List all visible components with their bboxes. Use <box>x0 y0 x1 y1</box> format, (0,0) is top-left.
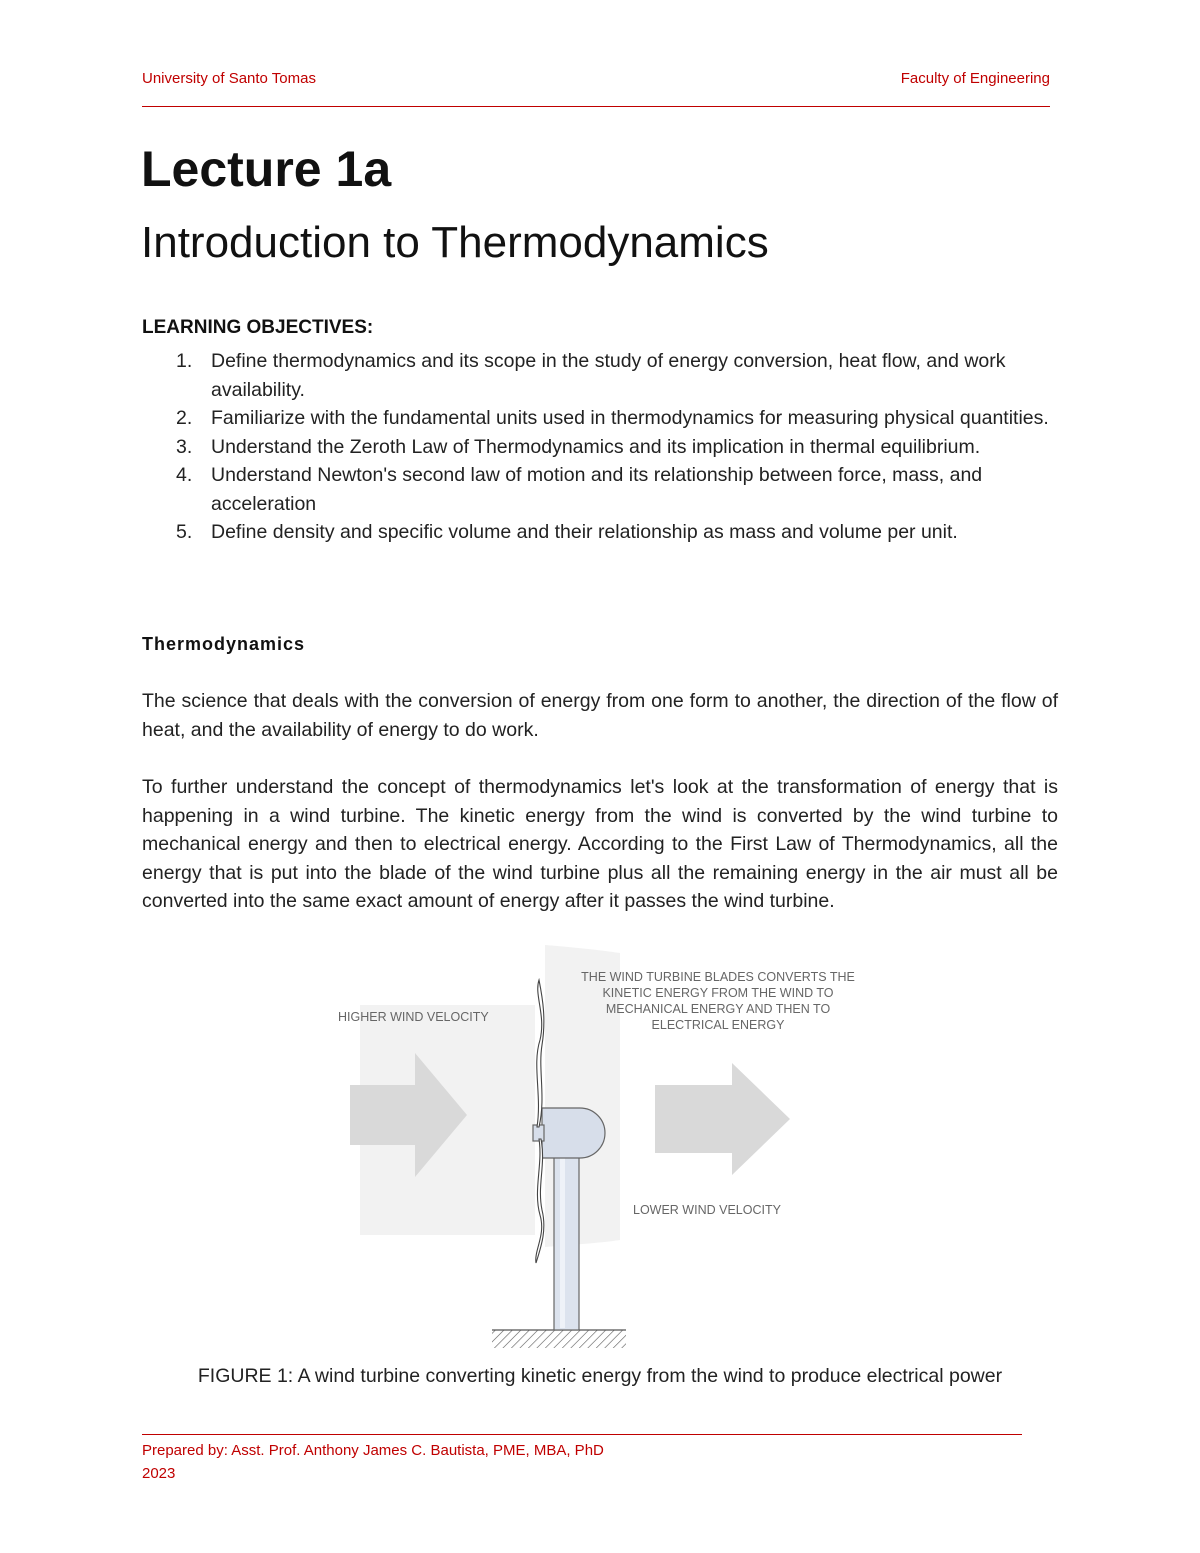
section-title: Thermodynamics <box>142 634 306 654</box>
objective-item <box>176 404 1056 433</box>
objective-text: Define density and specific volume and their relationship as mass and volume per unit. <box>211 521 958 543</box>
blades-annotation-line: THE WIND TURBINE BLADES CONVERTS THE <box>581 970 855 984</box>
blades-annotation-line: MECHANICAL ENERGY AND THEN TO <box>605 1002 831 1016</box>
wind-turbine-figure <box>320 945 900 1355</box>
page-title: Lecture 1a <box>141 141 392 197</box>
objective-text: Understand the Zeroth Law of Thermodynamics and its implication in thermal equilibrium. <box>211 435 981 458</box>
header-institution: University of Santo Tomas <box>142 70 316 87</box>
objective-item <box>176 433 1056 462</box>
objective-item <box>176 518 1056 547</box>
objectives-list <box>176 347 1056 547</box>
upper-blade <box>537 980 544 1127</box>
footer-divider <box>142 1434 1022 1435</box>
objective-text: Define thermodynamics and its scope in the study of energy conversion, heat flow, and work availability. <box>211 350 1006 401</box>
objective-text: Understand Newton's second law of motion and its relationship between force, mass, and acceleration <box>211 464 983 515</box>
objectives-heading: LEARNING OBJECTIVES: <box>142 317 374 338</box>
blades-annotation-line: ELECTRICAL ENERGY <box>651 1018 785 1032</box>
objective-number: 3. <box>176 435 193 458</box>
explanation-paragraph: To further understand the concept of thermodynamics let's look at the transformation of energy that is happening in a wind turbine. The kinetic energy from the wind is converted by the wind turbine to mechanical energy and then to electrical energy. According to the First Law of Thermodynamics, all the energy that is put into the blade of the wind turbine plus all the remaining energy in the air must all be converted into the same exact amount of energy after it passes the wind turbine. <box>142 776 1058 912</box>
blades-annotation-line: KINETIC ENERGY FROM THE WIND TO <box>602 986 834 1000</box>
footer-prepared-by: Prepared by: Asst. Prof. Anthony James C. Bautista, PME, MBA, PhD <box>142 1442 604 1459</box>
lower-blade <box>536 1139 544 1263</box>
blades-annotation <box>558 969 878 1033</box>
ground-hatch <box>492 1330 626 1348</box>
turbine-nacelle <box>542 1108 605 1158</box>
objective-number: 1. <box>176 350 193 372</box>
lower-velocity-label: LOWER WIND VELOCITY <box>633 1203 781 1217</box>
turbine-tower <box>554 1155 579 1330</box>
figure-caption: FIGURE 1: A wind turbine converting kinetic energy from the wind to produce electrical power <box>197 1365 1003 1387</box>
objective-item <box>176 461 1056 518</box>
objective-number: 4. <box>176 464 193 486</box>
objective-item <box>176 347 1056 404</box>
footer-year: 2023 <box>142 1465 176 1482</box>
objective-number: 2. <box>176 407 193 429</box>
tower-highlight <box>560 1157 565 1328</box>
lower-velocity-arrow <box>655 1063 790 1175</box>
definition-paragraph: The science that deals with the conversion of energy from one form to another, the direction of the flow of heat, and the availability of energy to do work. <box>142 690 1058 741</box>
header-faculty: Faculty of Engineering <box>900 70 1050 87</box>
higher-velocity-label: HIGHER WIND VELOCITY <box>338 1010 489 1024</box>
objective-number: 5. <box>176 521 193 543</box>
header-divider <box>142 106 1050 107</box>
page-subtitle: Introduction to Thermodynamics <box>141 218 769 267</box>
objective-text: Familiarize with the fundamental units used in thermodynamics for measuring physical quantities. <box>211 407 1049 429</box>
